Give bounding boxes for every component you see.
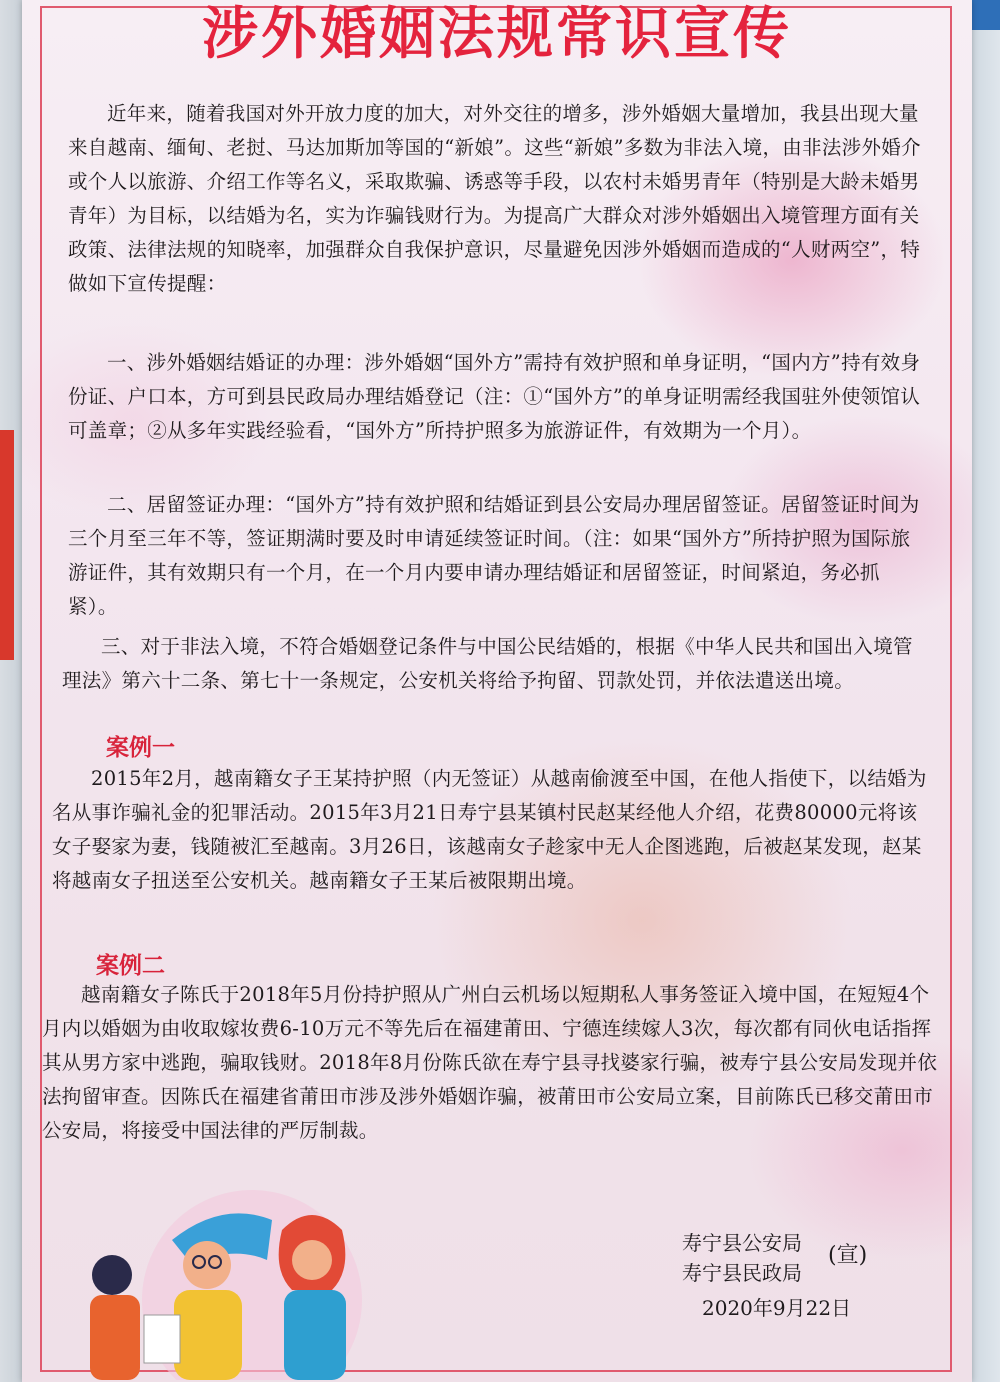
item-1-marriage-certificate: 一、涉外婚姻结婚证的办理：涉外婚姻“国外方”需持有效护照和单身证明，“国内方”持有效身份证、户口本，方可到县民政局办理结婚登记（注：①“国外方”的单身证明需经我国驻外使领馆认可盖章；②从多年实践经验看，“国外方”所持护照多为旅游证件，有效期为一个月）。	[68, 351, 921, 442]
document-icon	[144, 1315, 180, 1363]
person-right-icon	[279, 1215, 346, 1380]
issuer-note: (宣)	[828, 1243, 868, 1268]
item-2-residence-visa: 二、居留签证办理：“国外方”持有效护照和结婚证到县公安局办理居留签证。居留签证时间为三个月至三年不等，签证期满时要及时申请延续签证时间。（注：如果“国外方”所持护照为国际旅游证件，其有效期只有一个月，在一个月内要申请办理结婚证和居留签证，时间紧迫，务必抓紧）。	[68, 493, 920, 618]
issuer-civil-affairs-bureau: 寿宁县民政局	[682, 1261, 802, 1285]
issuer-police-bureau: 寿宁县公安局	[682, 1231, 802, 1255]
people-illustration	[62, 1180, 392, 1380]
poster-title: 涉外婚姻法规常识宣传	[202, 2, 792, 67]
red-strip	[0, 430, 14, 660]
item-3-illegal-entry: 三、对于非法入境，不符合婚姻登记条件与中国公民结婚的，根据《中华人民共和国出入境管理法》第六十二条、第七十一条规定，公安机关将给予拘留、罚款处罚，并依法遣送出境。	[62, 635, 913, 692]
poster	[22, 0, 972, 1382]
case-2-text: 越南籍女子陈氏于2018年5月份持护照从广州白云机场以短期私人事务签证入境中国，在短短4个月内以婚姻为由收取嫁妆费6-10万元不等先后在福建莆田、宁德连续嫁人3次，每次都有同伙电话指挥其从男方家中逃跑，骗取钱财。2018年8月份陈氏欲在寿宁县寻找婆家行骗，被寿宁县公安局发现并依法拘留审查。因陈氏在福建省莆田市涉及涉外婚姻诈骗，被莆田市公安局立案，目前陈氏已移交莆田市公安局，将接受中国法律的严厉制裁。	[42, 983, 938, 1142]
case-2-heading: 案例二	[96, 953, 165, 979]
case-1-heading: 案例一	[106, 735, 175, 761]
person-left-icon	[90, 1255, 140, 1380]
issue-date: 2020年9月22日	[702, 1296, 852, 1320]
case-1-text: 2015年2月，越南籍女子王某持护照（内无签证）从越南偷渡至中国，在他人指使下，以结婚为名从事诈骗礼金的犯罪活动。2015年3月21日寿宁县某镇村民赵某经他人介绍，花费80000元将该女子娶家为妻，钱随被汇至越南。3月26日，该越南女子趁家中无人企图逃跑，后被赵某发现，赵某将越南女子扭送至公安机关。越南籍女子王某后被限期出境。	[52, 767, 927, 892]
intro-paragraph: 近年来，随着我国对外开放力度的加大，对外交往的增多，涉外婚姻大量增加，我县出现大量来自越南、缅甸、老挝、马达加斯加等国的“新娘”。这些“新娘”多数为非法入境，由非法涉外婚介或个人以旅游、介绍工作等名义，采取欺骗、诱惑等手段，以农村未婚男青年（特别是大龄未婚男青年）为目标，以结婚为名，实为诈骗钱财行为。为提高广大群众对涉外婚姻出入境管理方面有关政策、法律法规的知晓率，加强群众自我保护意识，尽量避免因涉外婚姻而造成的“人财两空”，特做如下宣传提醒：	[68, 102, 921, 295]
